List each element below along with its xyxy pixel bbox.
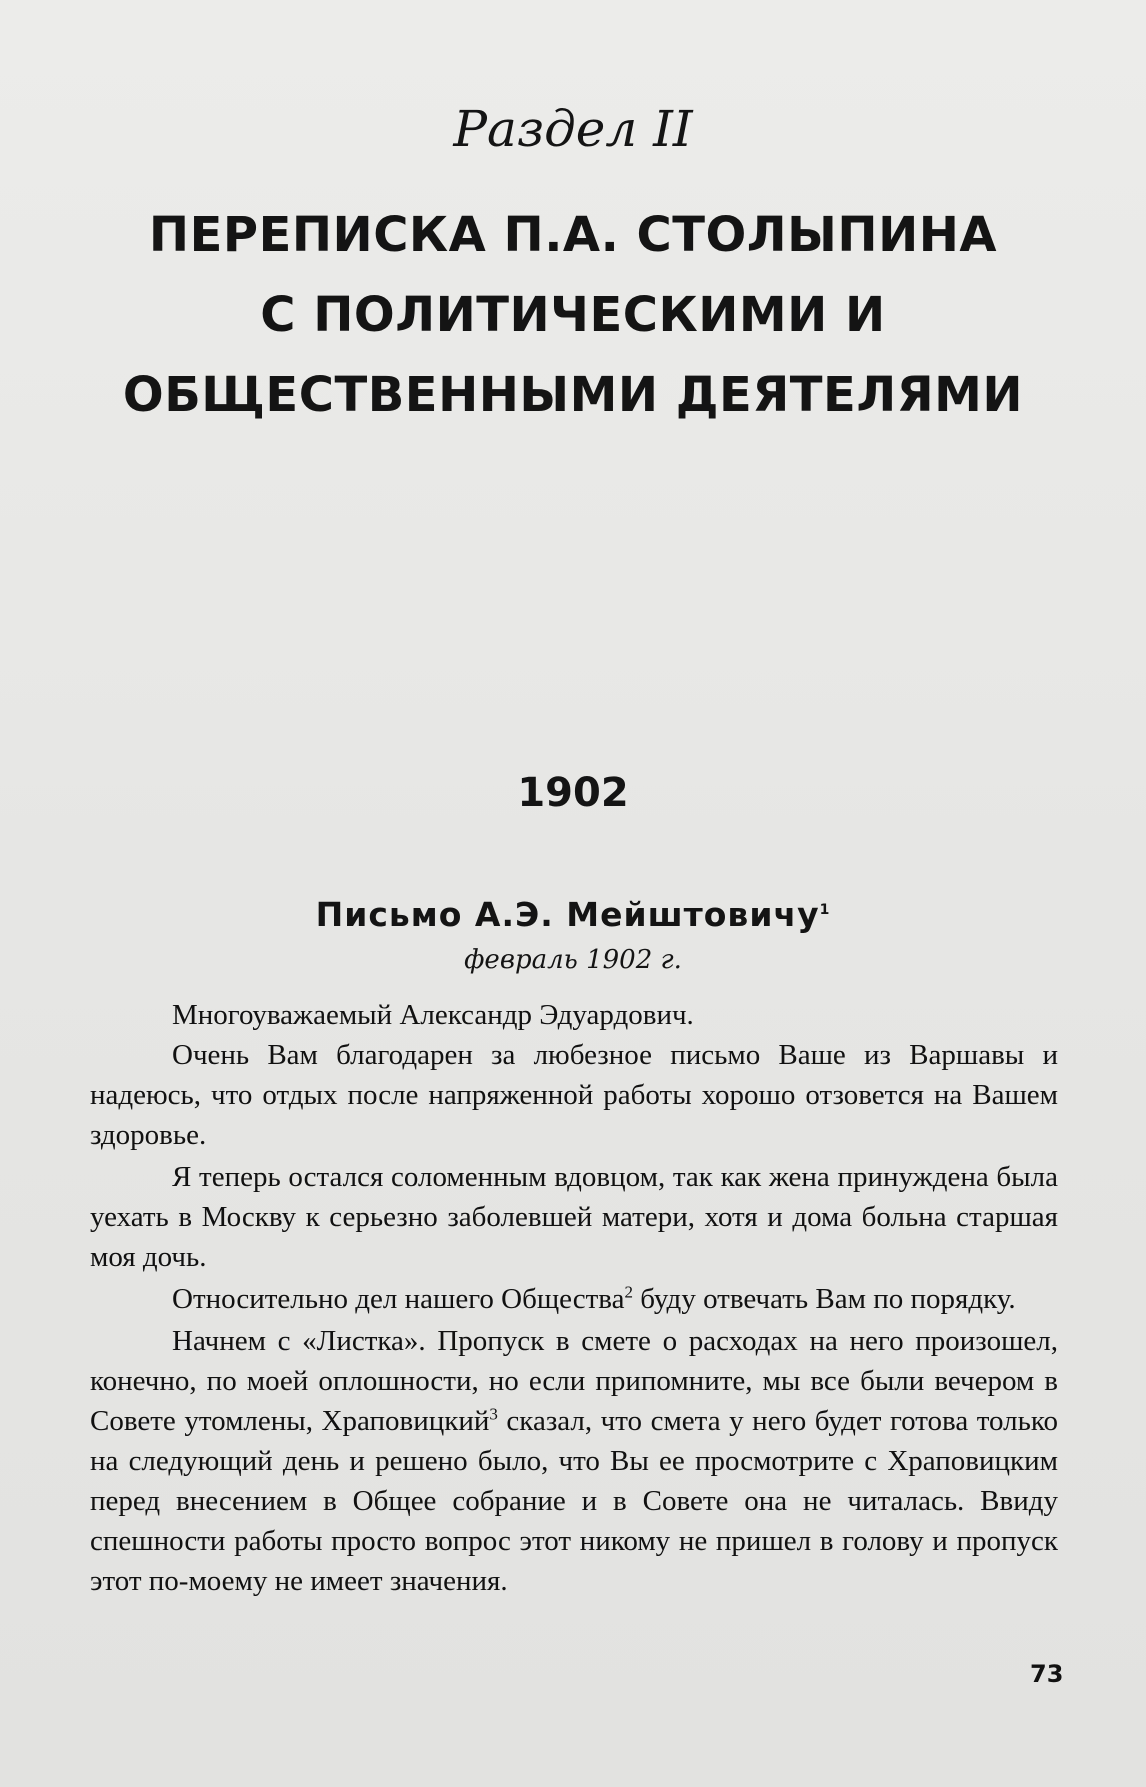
year-heading: 1902 [517, 770, 629, 816]
page-number: 73 [1030, 1660, 1064, 1688]
title-line: ОБЩЕСТВЕННЫМИ ДЕЯТЕЛЯМИ [122, 367, 1024, 423]
title-line: ПЕРЕПИСКА П.А. СТОЛЫПИНА [148, 207, 998, 263]
footnote-mark: 2 [624, 1282, 633, 1302]
paragraph-text: сказал, что смета у него будет готова только на следующий день и решено было, что Вы ее просмотрите с Храповицким перед внесением в Общее собрание и в Совете она не читалась. Ввиду спешности работы просто вопрос этот никому не пришел в голову и пропуск этот по-моему не имеет значения. [90, 1405, 1058, 1597]
letter-title: Письмо А.Э. Мейштовичу [315, 895, 820, 934]
paragraph-text: Относительно дел нашего Общества [172, 1283, 625, 1315]
paragraph [90, 1279, 1058, 1319]
letter-date: февраль 1902 г. [464, 945, 682, 975]
title-line: С ПОЛИТИЧЕСКИМИ И [260, 287, 886, 343]
paragraph-text: Начнем с «Листка». Пропуск в смете о расходах на него произошел, конечно, по моей оплошности, но если припомните, мы все были вечером в Совете утомлены, Храповицкий [90, 1325, 1058, 1437]
section-label: Раздел II [453, 100, 693, 158]
footnote-mark: 3 [489, 1404, 498, 1424]
letter-body [90, 995, 1058, 1603]
footnote-mark: 1 [819, 902, 831, 918]
paragraph: Очень Вам благодарен за любезное письмо Ваше из Варшавы и надеюсь, что отдых после напряженной работы хорошо отзовется на Вашем здоровье. [90, 1039, 1058, 1151]
paragraph-text: буду отвечать Вам по порядку. [632, 1283, 1016, 1315]
paragraph [90, 1321, 1058, 1601]
letter-heading [0, 895, 1146, 934]
section-title [0, 195, 1146, 435]
paragraph: Я теперь остался соломенным вдовцом, так как жена принуждена была уехать в Москву к серьезно заболевшей матери, хотя и дома больна старшая моя дочь. [90, 1161, 1058, 1273]
salutation: Многоуважаемый Александр Эдуардович. [172, 999, 694, 1031]
